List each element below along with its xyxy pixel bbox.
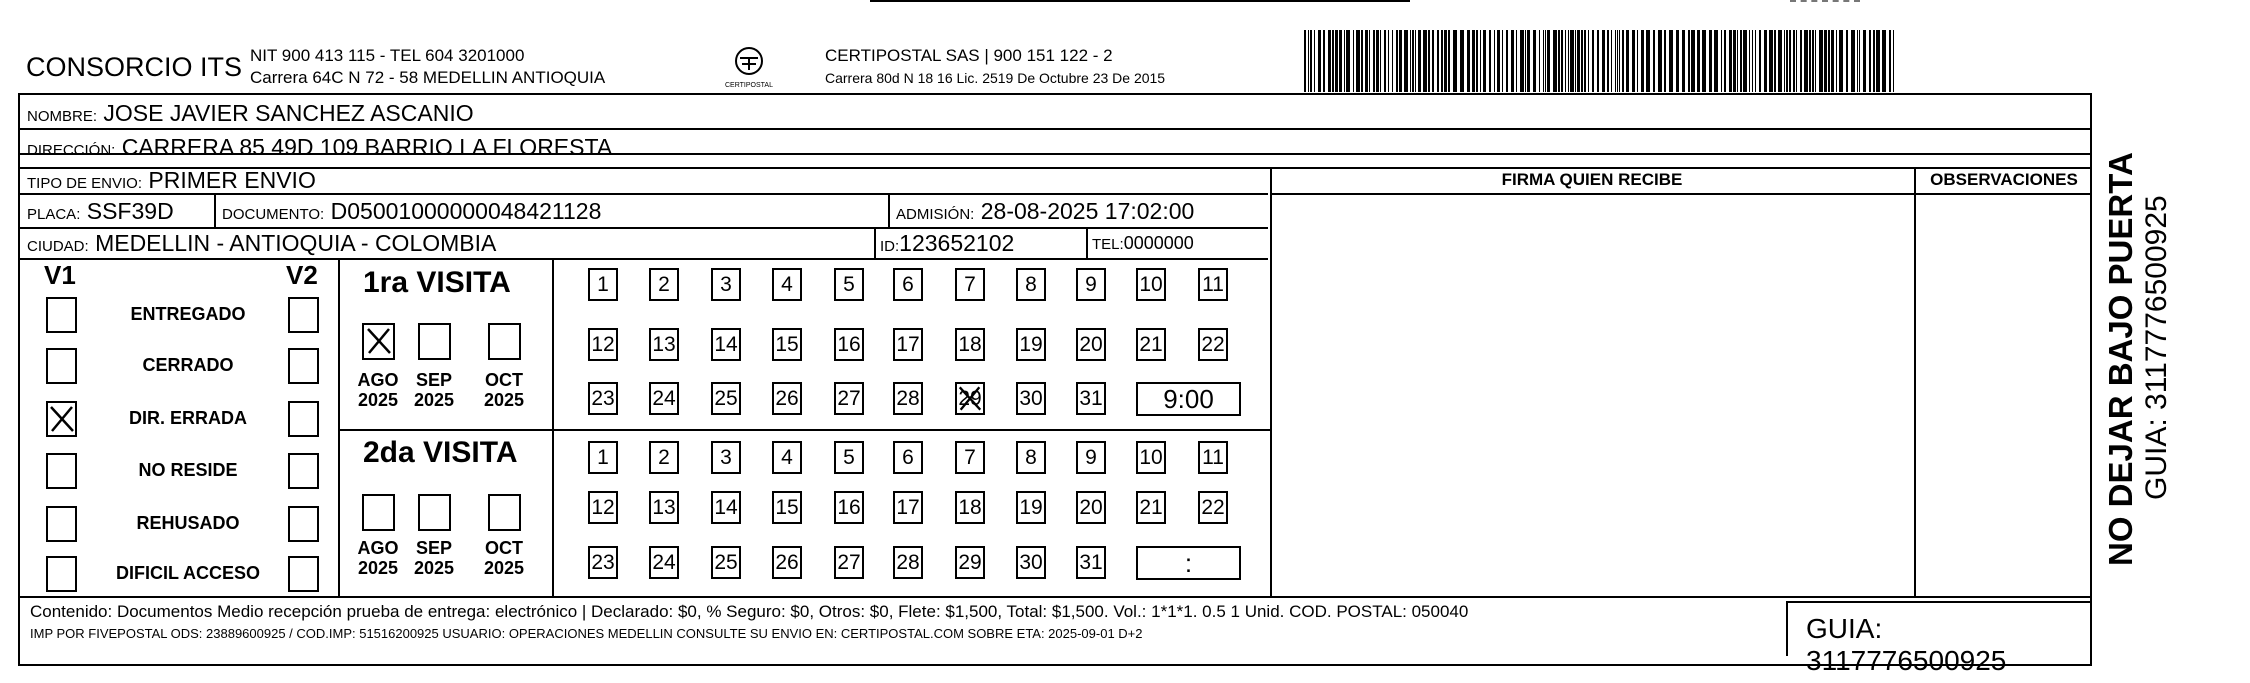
company-info <box>250 45 605 89</box>
col-line <box>888 193 890 227</box>
tel-value: 0000000 <box>1123 233 1194 253</box>
visit2-day-box[interactable]: 27 <box>834 546 864 579</box>
visit1-day-box[interactable]: 18 <box>955 328 985 361</box>
visit2-day-box[interactable]: 4 <box>772 441 802 474</box>
visit1-day-box[interactable]: 12 <box>588 328 618 361</box>
visit2-day-box[interactable]: 26 <box>772 546 802 579</box>
v2-checkbox[interactable] <box>288 556 319 592</box>
visit1-day-box[interactable]: 3 <box>711 268 741 301</box>
visit1-day-box[interactable]: 6 <box>893 268 923 301</box>
visit2-day-box[interactable]: 1 <box>588 441 618 474</box>
shipping-row <box>27 167 316 194</box>
visit2-month-label <box>406 538 462 578</box>
recipient-address: CARRERA 85 49D 109 BARRIO LA FLORESTA <box>121 134 613 160</box>
status-label: CERRADO <box>142 355 234 375</box>
visit2-day-box[interactable]: 16 <box>834 491 864 524</box>
tel-field <box>1092 233 1194 254</box>
visit1-day-box[interactable]: 16 <box>834 328 864 361</box>
visit1-month-checkbox[interactable] <box>488 323 521 360</box>
visit2-day-box[interactable]: 18 <box>955 491 985 524</box>
visit1-month-label <box>476 370 532 410</box>
visit2-month-checkbox[interactable] <box>488 494 521 531</box>
document-label: DOCUMENTO: <box>222 206 325 223</box>
visit1-day-box[interactable]: 10 <box>1136 268 1166 301</box>
visit2-day-box[interactable]: 11 <box>1198 441 1228 474</box>
month-year: 2025 <box>357 558 399 578</box>
tel-label: TEL: <box>1092 236 1124 253</box>
col-line <box>338 258 340 596</box>
footer-line <box>18 596 2092 598</box>
visit1-day-box[interactable]: 27 <box>834 382 864 415</box>
v1-checkbox[interactable] <box>46 556 77 592</box>
col-line <box>1086 227 1088 258</box>
row-line <box>18 167 2092 169</box>
col-line <box>552 258 554 596</box>
visit1-day-box[interactable]: 9 <box>1076 268 1106 301</box>
signature-header: FIRMA QUIEN RECIBE <box>1501 170 1683 189</box>
visit1-day-box[interactable]: 2 <box>649 268 679 301</box>
visit1-day-box[interactable]: 25 <box>711 382 741 415</box>
v2-checkbox[interactable] <box>288 506 319 542</box>
visit2-day-box[interactable]: 25 <box>711 546 741 579</box>
nit-line: NIT 900 413 115 - TEL 604 3201000 <box>250 46 525 65</box>
visit1-day-box[interactable]: 31 <box>1076 382 1106 415</box>
visit-divider <box>338 429 1270 431</box>
visit1-day-box[interactable]: 4 <box>772 268 802 301</box>
col-line <box>1270 167 1272 596</box>
visit1-month-check-mark <box>364 324 394 358</box>
col-line <box>214 193 216 227</box>
month-name: AGO <box>357 538 399 558</box>
v2-checkbox[interactable] <box>288 297 319 333</box>
plate-field <box>27 198 174 225</box>
v1-header: V1 <box>44 260 76 290</box>
city-field <box>27 230 496 257</box>
visit2-day-box[interactable]: 9 <box>1076 441 1106 474</box>
v1-checkbox[interactable] <box>46 348 77 384</box>
visit2-day-box[interactable]: 12 <box>588 491 618 524</box>
recipient-name: JOSE JAVIER SANCHEZ ASCANIO <box>103 100 474 126</box>
address-label: DIRECCIÓN: <box>27 142 116 159</box>
visit2-day-box[interactable]: 5 <box>834 441 864 474</box>
month-year: 2025 <box>483 558 525 578</box>
row-line <box>18 258 1268 260</box>
visit1-day-box[interactable]: 23 <box>588 382 618 415</box>
v2-checkbox[interactable] <box>288 453 319 489</box>
status-label: NO RESIDE <box>138 460 238 480</box>
v1-checkbox[interactable] <box>46 506 77 542</box>
company-address: Carrera 64C N 72 - 58 MEDELLIN ANTIOQUIA <box>250 68 606 87</box>
visit2-day-box[interactable]: 7 <box>955 441 985 474</box>
month-year: 2025 <box>357 390 399 410</box>
col-line <box>1914 167 1916 596</box>
barcode <box>1304 30 1898 92</box>
visit1-month-label <box>350 370 406 410</box>
v1-checkbox[interactable] <box>46 297 77 333</box>
visit1-day-box[interactable]: 28 <box>893 382 923 415</box>
guia-number-box: GUIA: 3117776500925 <box>1786 601 2090 656</box>
visit2-day-box[interactable]: 31 <box>1076 546 1106 579</box>
month-name: OCT <box>485 370 523 390</box>
shipping-label: TIPO DE ENVIO: <box>27 175 143 192</box>
row-line <box>1270 193 2092 195</box>
visit2-day-box[interactable]: 19 <box>1016 491 1046 524</box>
v2-header: V2 <box>286 260 318 290</box>
name-label: NOMBRE: <box>27 108 98 125</box>
visit1-day-box[interactable]: 1 <box>588 268 618 301</box>
visit1-day-box[interactable]: 19 <box>1016 328 1046 361</box>
visit2-day-box[interactable]: 23 <box>588 546 618 579</box>
print-info-line: IMP POR FIVEPOSTAL ODS: 23889600925 / COD.IMP: 51516200925 USUARIO: OPERACIONES MEDELLIN CONSULTE SU ENVIO EN: CERTIPOSTAL.COM SOBRE ETA: 2025-09-01 D+2 <box>30 626 1143 641</box>
id-field <box>880 230 1014 257</box>
visit1-day-box[interactable]: 26 <box>772 382 802 415</box>
city-value: MEDELLIN - ANTIOQUIA - COLOMBIA <box>95 230 497 256</box>
visit1-time-box[interactable]: 9:00 <box>1136 382 1241 416</box>
visit2-day-box[interactable]: 14 <box>711 491 741 524</box>
visit1-day-box[interactable]: 24 <box>649 382 679 415</box>
id-value: 123652102 <box>899 230 1015 256</box>
id-label: ID: <box>880 238 900 255</box>
certipostal-logo <box>718 44 780 90</box>
document-value: D05001000000048421128 <box>330 198 602 224</box>
v1-checkbox[interactable] <box>46 453 77 489</box>
courier-info <box>825 45 1165 89</box>
visit1-day-box[interactable]: 7 <box>955 268 985 301</box>
month-year: 2025 <box>483 390 525 410</box>
visit2-day-box[interactable]: 21 <box>1136 491 1166 524</box>
v1-check-mark <box>47 403 77 435</box>
top-border-line <box>870 0 1410 2</box>
visit1-day-box[interactable]: 22 <box>1198 328 1228 361</box>
plate-value: SSF39D <box>86 198 174 224</box>
top-tick-marks <box>1790 0 1860 2</box>
visit1-day-box[interactable]: 15 <box>772 328 802 361</box>
visit2-month-checkbox[interactable] <box>362 494 395 531</box>
status-label: ENTREGADO <box>130 304 246 324</box>
visit1-month-checkbox[interactable] <box>418 323 451 360</box>
admission-value: 28-08-2025 17:02:00 <box>980 198 1195 224</box>
visit1-day-box[interactable]: 8 <box>1016 268 1046 301</box>
v2-checkbox[interactable] <box>288 401 319 437</box>
status-label: REHUSADO <box>136 513 240 533</box>
document-field <box>222 198 601 225</box>
visit1-title: 1ra VISITA <box>363 266 511 299</box>
visit1-day-box[interactable]: 20 <box>1076 328 1106 361</box>
visit1-month-label <box>406 370 462 410</box>
visit2-month-label <box>476 538 532 578</box>
visit2-day-box[interactable]: 20 <box>1076 491 1106 524</box>
admission-label: ADMISIÓN: <box>896 206 975 223</box>
visit2-day-box[interactable]: 17 <box>893 491 923 524</box>
shipping-type: PRIMER ENVIO <box>148 167 316 193</box>
observations-header: OBSERVACIONES <box>1930 170 2078 189</box>
visit2-day-box[interactable]: 29 <box>955 546 985 579</box>
visit2-day-box[interactable]: 30 <box>1016 546 1046 579</box>
month-name: OCT <box>485 538 523 558</box>
visit2-day-box[interactable]: 22 <box>1198 491 1228 524</box>
visit2-day-box[interactable]: 24 <box>649 546 679 579</box>
month-year: 2025 <box>413 558 455 578</box>
plate-label: PLACA: <box>27 206 81 223</box>
visit1-day-box[interactable]: 30 <box>1016 382 1046 415</box>
visit2-day-box[interactable]: 10 <box>1136 441 1166 474</box>
visit1-day-box[interactable]: 17 <box>893 328 923 361</box>
admission-field <box>896 198 1194 225</box>
visit1-day-box[interactable]: 21 <box>1136 328 1166 361</box>
status-label: DIR. ERRADA <box>128 408 247 428</box>
row-line <box>18 128 2092 130</box>
contents-line: Contenido: Documentos Medio recepción prueba de entrega: electrónico | Declarado: $0, % Seguro: $0, Otros: $0, Flete: $1,500, Total: $1,500. Vol.: 1*1*1. 0.5 1 Unid. COD. POSTAL: 050040 <box>30 602 1469 621</box>
courier-line: CERTIPOSTAL SAS | 900 151 122 - 2 <box>825 46 1113 65</box>
col-line <box>874 227 876 258</box>
status-label: DIFICIL ACCESO <box>115 563 260 583</box>
visit2-day-box[interactable]: 2 <box>649 441 679 474</box>
month-name: SEP <box>415 370 453 390</box>
month-name: AGO <box>357 370 399 390</box>
visit1-day-box[interactable]: 14 <box>711 328 741 361</box>
visit1-day-box[interactable]: 5 <box>834 268 864 301</box>
visit2-day-box[interactable]: 3 <box>711 441 741 474</box>
address-row <box>27 134 612 161</box>
visit2-day-box[interactable]: 13 <box>649 491 679 524</box>
visit2-day-box[interactable]: 15 <box>772 491 802 524</box>
row-line <box>18 227 1268 229</box>
month-year: 2025 <box>413 390 455 410</box>
visit2-day-box[interactable]: 28 <box>893 546 923 579</box>
visit2-month-label <box>350 538 406 578</box>
visit1-day-cross-mark <box>956 383 984 414</box>
month-name: SEP <box>415 538 453 558</box>
v2-checkbox[interactable] <box>288 348 319 384</box>
visit1-day-box[interactable]: 29 <box>955 382 985 415</box>
name-row <box>27 100 474 127</box>
visit2-day-box[interactable]: 6 <box>893 441 923 474</box>
courier-address: Carrera 80d N 18 16 Lic. 2519 De Octubre 23 De 2015 <box>825 70 1166 86</box>
visit2-month-checkbox[interactable] <box>418 494 451 531</box>
company-name: CONSORCIO ITS <box>26 52 243 82</box>
visit2-day-box[interactable]: 8 <box>1016 441 1046 474</box>
side-guia: GUIA: 3117776500925 <box>2140 195 2173 500</box>
visit1-day-box[interactable]: 11 <box>1198 268 1228 301</box>
visit2-title: 2da VISITA <box>363 436 518 469</box>
logo-text: CERTIPOSTAL <box>725 82 773 89</box>
side-warning: NO DEJAR BAJO PUERTA <box>2102 152 2139 566</box>
visit2-time-box[interactable]: : <box>1136 546 1241 580</box>
city-label: CIUDAD: <box>27 238 89 255</box>
visit1-day-box[interactable]: 13 <box>649 328 679 361</box>
